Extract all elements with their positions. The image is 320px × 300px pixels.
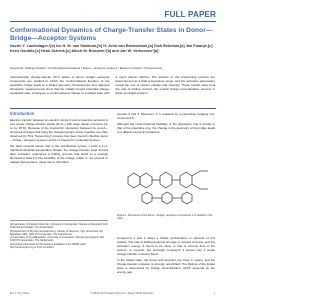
journal-name: Eur. J. Org. Chem.	[10, 292, 30, 295]
copyright: © WILEY-VCH Verlag GmbH & Co. KGaA, 69451 Weinheim	[90, 292, 154, 295]
right-column	[117, 112, 215, 136]
header-rule	[10, 21, 216, 22]
figure-caption: Figure 1. Structures of the donor—bridge—acceptor compounds 1–5 studied in this work.	[117, 214, 213, 221]
affiliation-footnotes	[10, 220, 108, 249]
keywords: Keywords: Charge transfer / Conformational analysis / Donor—acceptor systems / Electron transfer / Fluorescence	[10, 66, 163, 70]
paragraph: Compound 1 and 2 adopt a folded conformation in solvents of low polarity. The rate of folding depends strongly on solvent viscosity, and the activation energy is found to be close to that of viscous flow of the solvent. In contrast, the semirigid compound 3 shows only a single charge-transfer emission band.	[117, 236, 215, 256]
left-column	[10, 112, 108, 166]
paragraph: Electron transfer between an electron donor D and an electron acceptor A can create charge-transfer states (D+A−) with large dipole moments (up to ca. 25 D). Because of the Coulombic interaction between D+ and A−, structural changes that bring the charged groups closer together are often observed.[1] This "harpooning" process has been found in flexible donor—bridge—acceptor systems and is of interest for molecular devices.	[10, 118, 108, 142]
chemical-structures-figure	[122, 157, 217, 209]
page-footer	[10, 292, 215, 295]
footnote: [c] Laboratory of Crystallography, University of Amsterdam, Nieuwe Achtergracht 166, 1018 WV Amsterdam, The Netherlands	[10, 236, 105, 243]
paper-title: Conformational Dynamics of Charge-Transfer States in Donor—Bridge—Acceptor Systems	[10, 27, 213, 42]
abstract: Intramolecular charge-transfer (ICT) states of donor—bridge—acceptor compounds are studied in which the conformational freedom of the piperidine bridge leads to a folded geometry. Fluorescence and transient absorption measurements show that the initially formed extended charge-separated state undergoes a conformational change to a folded state with a much shorter lifetime. The kinetics of this harpooning process are determined over a wide temperature range, and the activation parameters reveal the role of solvent polarity and viscosity. These results show how the rate of folding controls the overall charge recombination process in these semirigid systems.	[10, 75, 215, 95]
paragraph: Although the conformational flexibility of the piperazine ring is similar to that of the piperidine ring, the change in the geometry of the bridge leads to a different dynamic behaviour.	[117, 122, 215, 134]
footnote: [a] Laboratory of Organic Chemistry, University of Amsterdam, Nieuwe Achtergracht 129, 1018 WS Amsterdam, The Netherlands	[10, 223, 108, 230]
abstract-rule	[10, 108, 216, 109]
footnote: Supporting information for this article is available on the WWW under http://www.eurjoc.org or from the author.	[10, 242, 87, 250]
paragraph: We have recently shown that in the semiflexible system 1 (with a 4-(1-naphthylmethylidene)piperidine bridge) the charge-transfer state formed after excitation undergoes a folding process that leads to a strongly fluorescent state.[2] The flexibility of the bridge, which is not present in related rigid systems, gives rise to this effect.	[10, 144, 108, 164]
paragraph: In the folded state, the donor and acceptor are close in space, and the charge-transfer emission is strongly red-shifted. The lifetime of the folded state is determined by charge recombination, which depends on the energy gap.	[117, 258, 215, 274]
author-list: Xavier Y. Lauteslager,*[a] Ivo H. M. van Stokkum,[b] H. John van Ramesdonk,[a] Dick Bebelaar,[a] Jan Fraanje,[c] Kees Goubitz,[c] Henk Schenk,[c] Albert M. Brouwer,*[a] and Jan W. Verhoeven*[a]	[10, 44, 213, 53]
page-number: 1	[213, 292, 215, 295]
right-column-lower	[117, 236, 215, 276]
paragraph: pounds 2 and 3. Moreover, 4 is replaced by a piperazine bridging unit, compound 5.	[117, 112, 215, 120]
section-label: FULL PAPER	[164, 10, 216, 19]
footnote: [b] Department of Physics and Astronomy, Faculty of Sciences, Vrije Universiteit, De Boelelaan 1081, 1081 HV Amsterdam, The Netherlands	[10, 229, 103, 236]
section-heading: Introduction	[10, 111, 35, 116]
